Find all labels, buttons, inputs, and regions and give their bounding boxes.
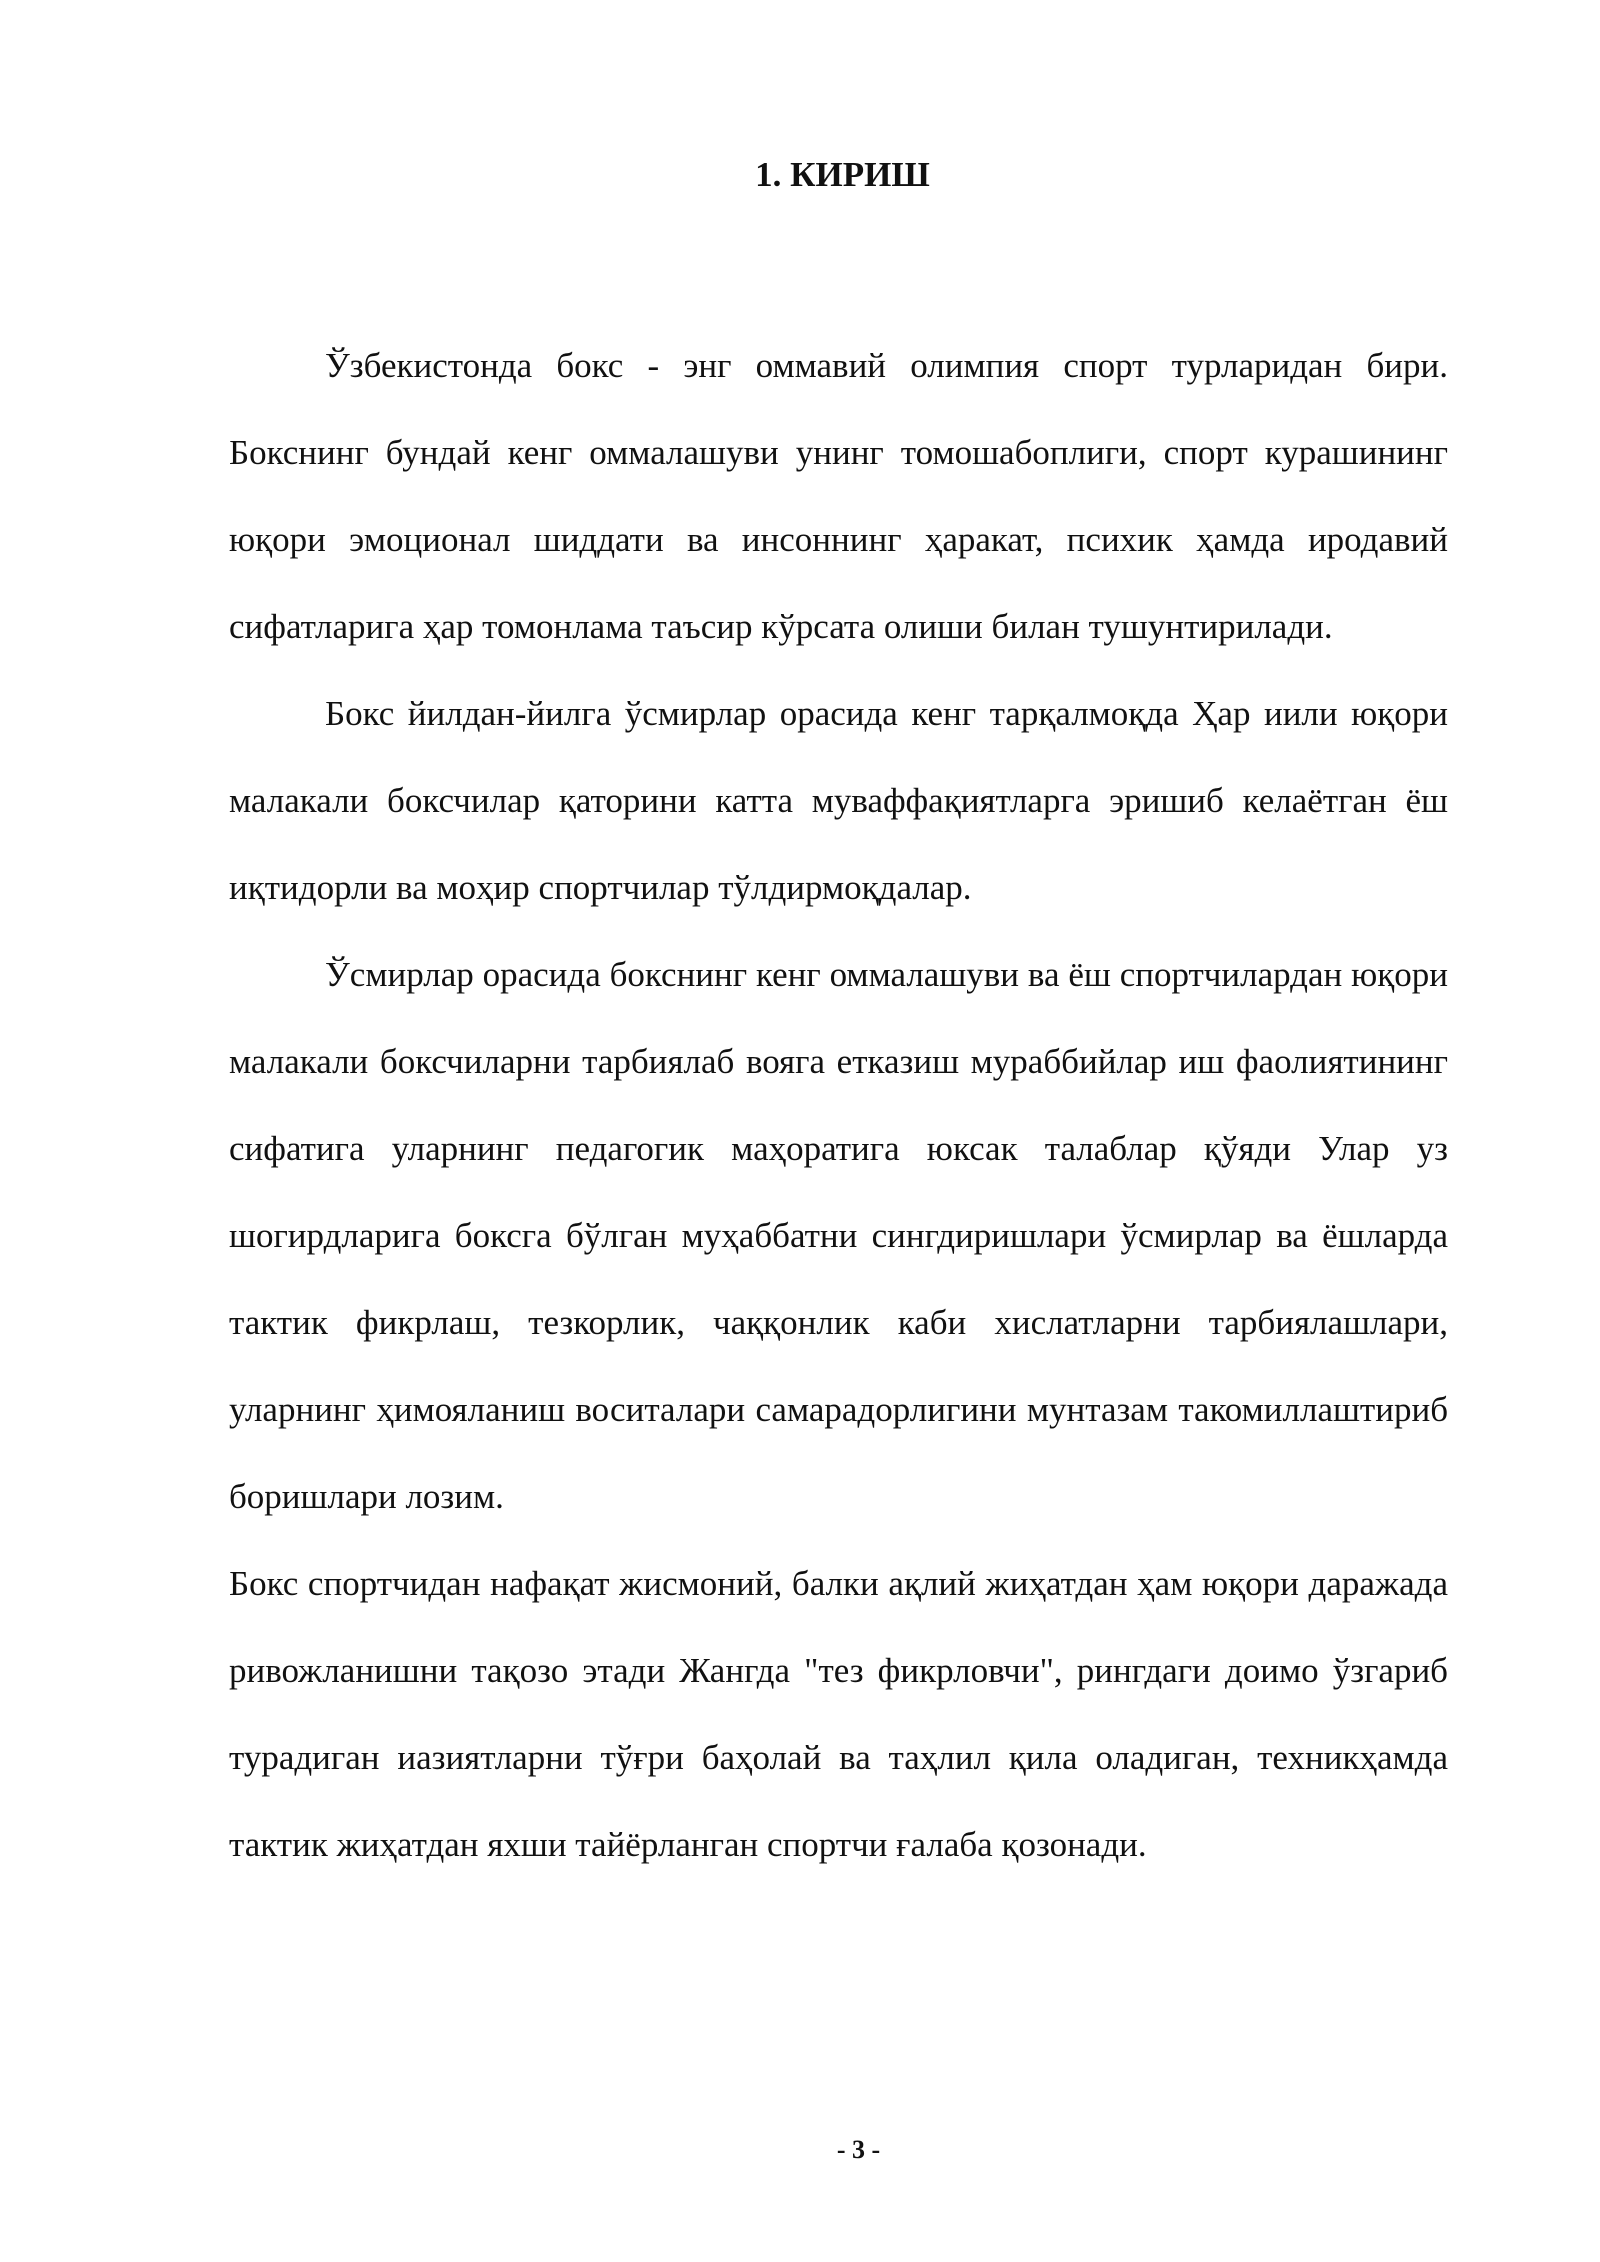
paragraph-3: Ўсмирлар орасида бокснинг кенг оммалашуви ва ёш спортчилардан юқори малакали боксчиларни тарбиялаб вояга етказиш мураббийлар иш фаолиятининг сифатига уларнинг педагогик маҳоратига юксак талаблар қўяди Улар уз шогирдларига боксга бўлган муҳаббатни сингдиришлари ўсмирлар ва ёшларда тактик фикрлаш, тезкорлик, чаққонлик каби хислатларни тарбиялашлари, уларнинг ҳимояланиш воситалари самарадорлигини мунтазам такомиллаштириб боришлари лозим. [229,955,1448,1516]
section-title: 1. КИРИШ [755,155,930,194]
paragraph-1: Ўзбекистонда бокс - энг оммавий олимпия спорт турларидан бири. Бокснинг бундай кенг оммалашуви унинг томошабоплиги, спорт курашининг юқори эмоционал шиддати ва инсоннинг ҳаракат, психик ҳамда иродавий сифатларига ҳар томонлама таъсир кўрсата олиши билан тушунтирилади. [229,346,1448,646]
paragraph-2: Бокс йилдан-йилга ўсмирлар орасида кенг тарқалмоқда Ҳар иили юқори малакали боксчилар қаторини катта муваффақиятларга эришиб келаётган ёш иқтидорли ва моҳир спортчилар тўлдирмоқдалар. [229,694,1448,907]
paragraph-4: Бокс спортчидан нафақат жисмоний, балки ақлий жиҳатдан ҳам юқори даражада ривожланишни тақозо этади Жангда "тез фикрловчи", рингдаги доимо ўзгариб турадиган иазиятларни тўғри баҳолай ва таҳлил қила оладиган, техникҳамда тактик жиҳатдан яхши тайёрланган спортчи ғалаба қозонади. [229,1564,1448,1864]
page-number: - 3 - [836,2135,881,2164]
body-text [229,322,1448,1888]
